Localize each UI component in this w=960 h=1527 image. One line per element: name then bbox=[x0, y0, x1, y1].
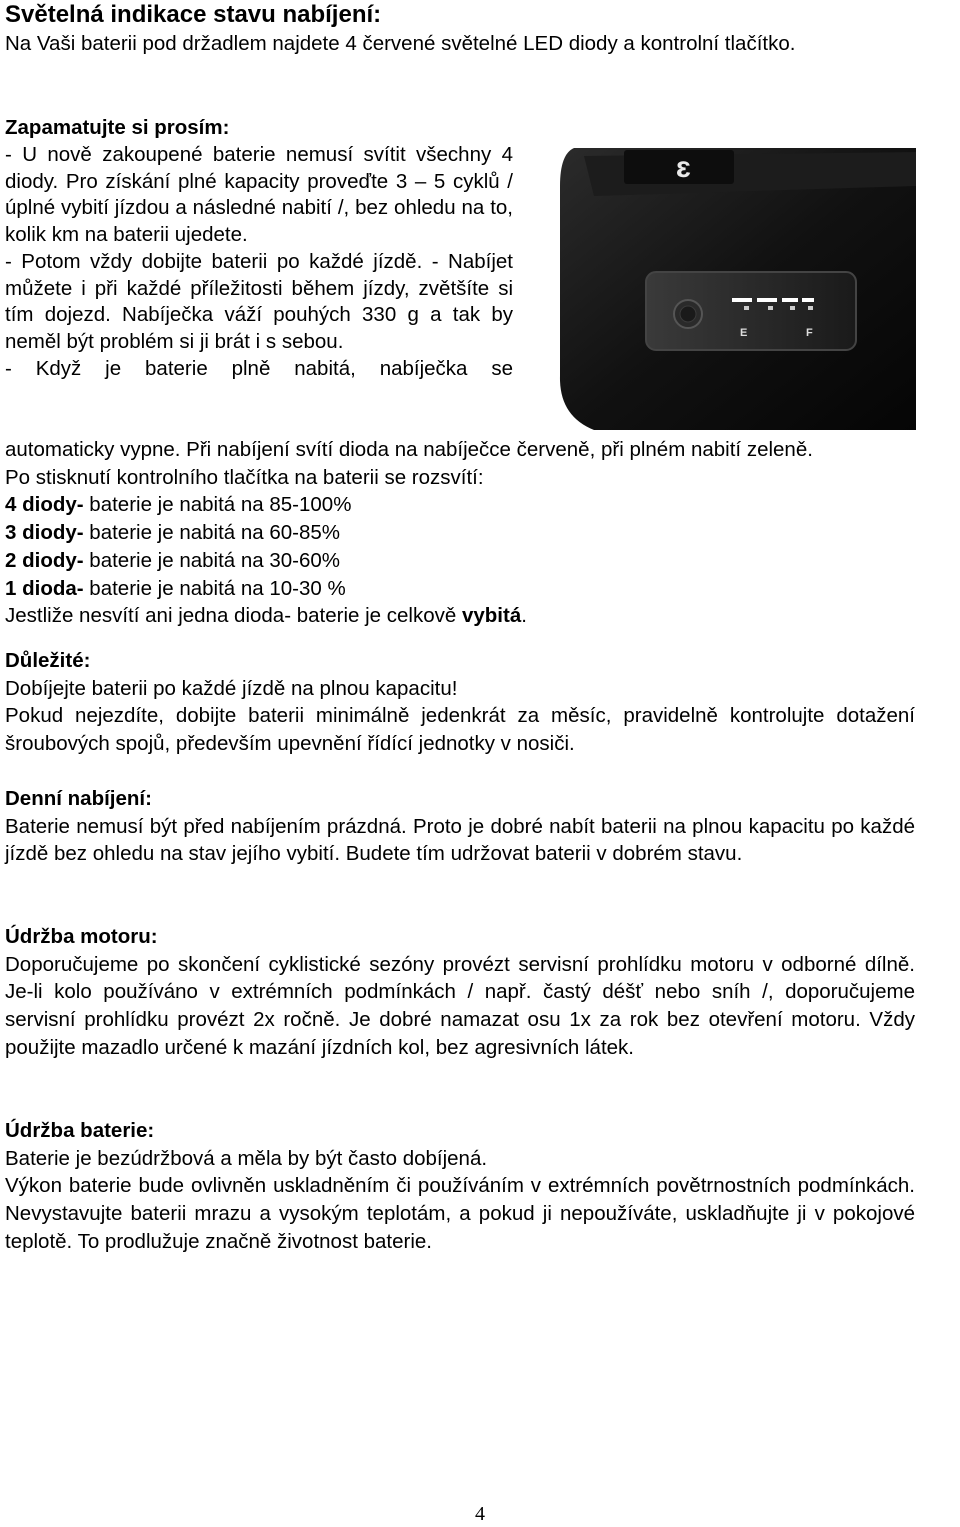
level-1-text: baterie je nabitá na 10-30 % bbox=[83, 576, 346, 600]
battery-paragraph-2: Výkon baterie bude ovlivněn uskladněním či používáním v extrémních povětrnostních podmínkách. Nevystavujte baterii mrazu a vysokým teplotám, a pokud ji nepoužíváte, uskladňujte ji v pokojové teplotě. To prodlužuje značně životnost baterie. bbox=[5, 1174, 915, 1253]
remember-paragraph-3-cont: automaticky vypne. Při nabíjení svítí dioda na nabíječce červeně, při plném nabití zeleně. bbox=[5, 438, 813, 461]
daily-heading: Denní nabíjení: bbox=[5, 787, 152, 810]
page-title: Světelná indikace stavu nabíjení: bbox=[5, 1, 382, 28]
intro-paragraph: Na Vaši baterii pod držadlem najdete 4 červené světelné LED diody a kontrolní tlačítko. bbox=[5, 32, 796, 55]
charge-levels-section bbox=[5, 436, 915, 630]
level-2-label: 2 diody- bbox=[5, 548, 84, 572]
level-1-label: 1 dioda- bbox=[5, 576, 84, 600]
logo-icon bbox=[676, 151, 691, 184]
level-4-label: 4 diody- bbox=[5, 493, 84, 517]
battery-paragraph-1: Baterie je bezúdržbová a měla by být často dobíjená. bbox=[5, 1146, 488, 1170]
remember-section bbox=[5, 114, 513, 383]
remember-paragraph-1: - U nově zakoupené baterie nemusí svítit všechny 4 diody. Pro získání plné kapacity proveďte 3 – 5 cyklů / úplné vybití jízdou a následné nabití /, bez ohledu na to, kolik km na baterii ujedete. bbox=[5, 142, 513, 247]
remember-paragraph-3: - Když je baterie plně nabitá, nabíječka se bbox=[5, 357, 513, 381]
remember-heading: Zapamatujte si prosím: bbox=[5, 116, 230, 139]
no-diode-bold: vybitá bbox=[461, 604, 522, 628]
level-1 bbox=[5, 575, 915, 603]
motor-heading: Údržba motoru: bbox=[5, 925, 158, 948]
motor-paragraph: Doporučujeme po skončení cyklistické sezóny provézt servisní prohlídku motoru v odborné dílně. Je-li kolo používáno v extrémních podmínkách / např. častý déšť nebo sníh /, doporučujeme servisní prohlídku provézt 2x ročně. Je dobré namazat osu 1x za rok bez otevření motoru. Vždy použijte mazadlo určené k mazání jízdních kol, bez agresivních látek. bbox=[5, 952, 915, 1059]
motor-maintenance-section bbox=[5, 923, 915, 1062]
remember-paragraph-2: - Potom vždy dobijte baterii po každé jízdě. - Nabíjet můžete i při každé příležitosti během jízdy, zvětšíte si tím dojezd. Nabíječka váží pouhých 330 g a tak by neměl být problém si ji brát i s sebou. bbox=[5, 249, 513, 354]
level-4 bbox=[5, 491, 915, 519]
level-2 bbox=[5, 547, 915, 575]
led-indicator-4 bbox=[802, 298, 814, 302]
led-indicator-2 bbox=[757, 298, 777, 302]
led-indicator-1 bbox=[732, 298, 752, 302]
daily-charging-section bbox=[5, 785, 915, 868]
no-diode-text bbox=[5, 602, 915, 630]
battery-maintenance-section bbox=[5, 1117, 915, 1256]
important-heading: Důležité: bbox=[5, 649, 91, 672]
led-label-e: E bbox=[740, 327, 748, 339]
level-3-text: baterie je nabitá na 60-85% bbox=[83, 521, 341, 545]
daily-paragraph: Baterie nemusí být před nabíjením prázdná. Proto je dobré nabít baterii na plnou kapacitu po každé jízdě bez ohledu na stav jejího vybití. Budete tím udržovat baterii v dobrém stavu. bbox=[5, 814, 915, 866]
led-label-f: F bbox=[806, 327, 813, 339]
important-paragraph-2: Pokud nejezdíte, dobijte baterii minimálně jedenkrát za měsíc, pravidelně kontrolujte dotažení šroubových spojů, především upevnění řídící jednotky v nosiči. bbox=[5, 704, 915, 756]
important-section bbox=[5, 647, 915, 758]
page-number: 4 bbox=[475, 1503, 485, 1525]
battery-photo bbox=[554, 146, 916, 430]
led-indicator-3 bbox=[782, 298, 798, 302]
level-3 bbox=[5, 519, 915, 547]
level-2-text: baterie je nabitá na 30-60% bbox=[83, 548, 341, 572]
level-4-text: baterie je nabitá na 85-100% bbox=[83, 493, 352, 517]
important-paragraph-1: Dobíjejte baterii po každé jízdě na plnou kapacitu! bbox=[5, 676, 458, 700]
no-diode-main: Jestliže nesvítí ani jedna dioda- baterie je celkově bbox=[5, 604, 462, 628]
no-diode-end: . bbox=[521, 604, 527, 628]
press-text: Po stisknutí kontrolního tlačítka na baterii se rozsvítí: bbox=[5, 465, 484, 489]
level-3-label: 3 diody- bbox=[5, 521, 84, 545]
logo-text: ɛ bbox=[676, 151, 691, 184]
battery-heading: Údržba baterie: bbox=[5, 1119, 155, 1142]
